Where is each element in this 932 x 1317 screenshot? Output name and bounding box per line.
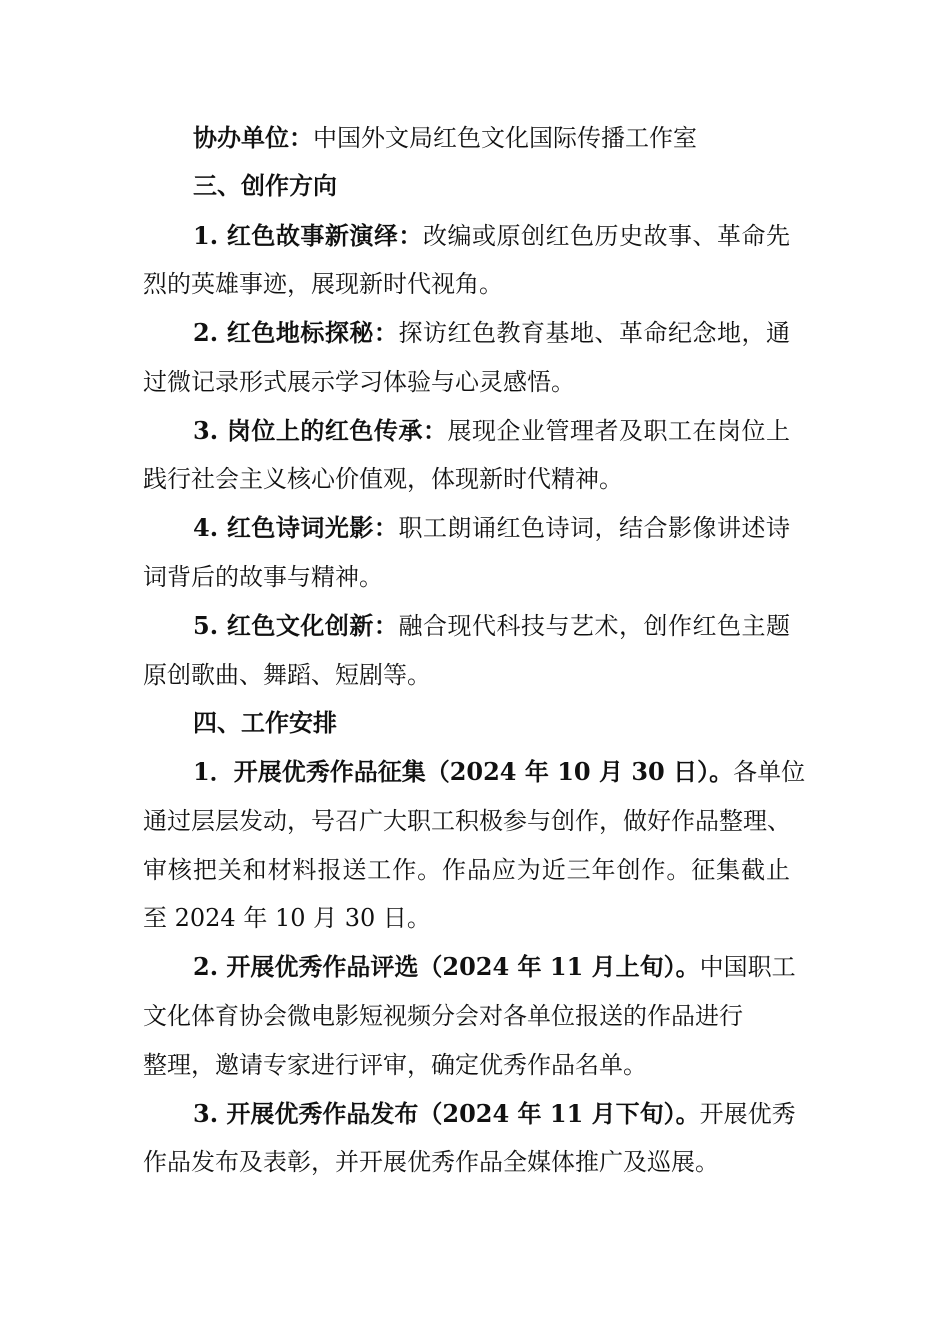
arrangement-item-3-title: 3. 开展优秀作品发布（2024 年 11 月下旬）。 bbox=[193, 1099, 700, 1128]
arrangement-item-1-title: 1．开展优秀作品征集（2024 年 10 月 30 日）。 bbox=[193, 757, 734, 786]
arrangement-item-2-line1 bbox=[193, 951, 796, 983]
arrangement-item-2-tail: 中国职工 bbox=[699, 953, 796, 981]
direction-item-2-title: 2. 红色地标探秘： bbox=[193, 318, 399, 347]
section-heading-creative-direction: 三、创作方向 bbox=[193, 171, 337, 200]
direction-item-4-title: 4. 红色诗词光影： bbox=[193, 513, 399, 542]
direction-item-5-line2: 原创歌曲、舞蹈、短剧等。 bbox=[143, 661, 431, 689]
direction-item-1-text: 改编或原创红色历史故事、革命先 bbox=[422, 222, 790, 250]
direction-item-4-line2: 词背后的故事与精神。 bbox=[143, 563, 383, 591]
arrangement-item-1-line3: 审核把关和材料报送工作。作品应为近三年创作。征集截止 bbox=[143, 856, 790, 884]
arrangement-item-2-line2: 文化体育协会微电影短视频分会对各单位报送的作品进行 bbox=[143, 1002, 743, 1030]
arrangement-item-1-line2: 通过层层发动，号召广大职工积极参与创作，做好作品整理、 bbox=[143, 807, 791, 835]
co-organizer-label: 协办单位： bbox=[193, 123, 313, 152]
direction-item-3-line1 bbox=[193, 415, 790, 447]
direction-item-2-text: 探访红色教育基地、革命纪念地，通 bbox=[398, 319, 790, 347]
direction-item-2-line2: 过微记录形式展示学习体验与心灵感悟。 bbox=[143, 368, 575, 396]
arrangement-item-2-title: 2. 开展优秀作品评选（2024 年 11 月上旬）。 bbox=[193, 952, 700, 981]
direction-item-1-line1 bbox=[193, 220, 790, 252]
direction-item-5-title: 5. 红色文化创新： bbox=[193, 611, 399, 640]
arrangement-item-1-line4: 至 2024 年 10 月 30 日。 bbox=[143, 904, 431, 932]
arrangement-item-1-line1 bbox=[193, 756, 806, 788]
arrangement-item-3-line1 bbox=[193, 1098, 796, 1130]
arrangement-item-3-tail: 开展优秀 bbox=[699, 1100, 796, 1128]
direction-item-5-text: 融合现代科技与艺术，创作红色主题 bbox=[398, 612, 790, 640]
direction-item-4-line1 bbox=[193, 512, 790, 544]
co-organizer-line bbox=[193, 122, 697, 154]
arrangement-item-3-line2: 作品发布及表彰，并开展优秀作品全媒体推广及巡展。 bbox=[143, 1148, 719, 1176]
direction-item-4-text: 职工朗诵红色诗词，结合影像讲述诗 bbox=[398, 514, 790, 542]
direction-item-3-line2: 践行社会主义核心价值观，体现新时代精神。 bbox=[143, 465, 623, 493]
arrangement-item-2-line3: 整理，邀请专家进行评审，确定优秀作品名单。 bbox=[143, 1051, 647, 1079]
direction-item-1-line2: 烈的英雄事迹，展现新时代视角。 bbox=[143, 270, 503, 298]
co-organizer-text: 中国外文局红色文化国际传播工作室 bbox=[313, 124, 697, 152]
direction-item-3-title: 3. 岗位上的红色传承： bbox=[193, 416, 448, 445]
direction-item-2-line1 bbox=[193, 317, 790, 349]
direction-item-1-title: 1. 红色故事新演绎： bbox=[193, 221, 423, 250]
direction-item-5-line1 bbox=[193, 610, 790, 642]
arrangement-item-1-tail: 各单位 bbox=[733, 758, 806, 786]
section-heading-work-arrangement: 四、工作安排 bbox=[193, 708, 337, 737]
direction-item-3-text: 展现企业管理者及职工在岗位上 bbox=[447, 417, 790, 445]
